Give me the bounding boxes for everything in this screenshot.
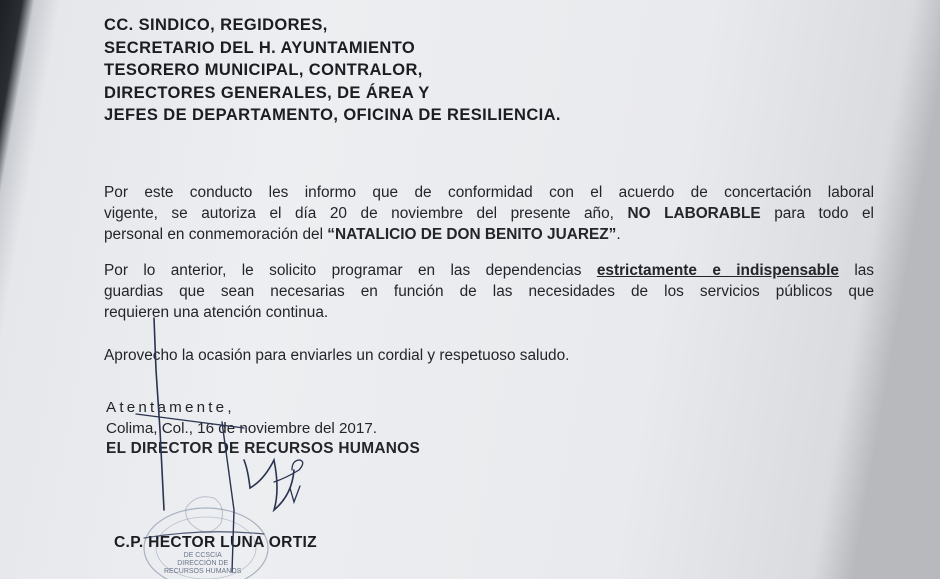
announcement-text: personal en conmemoración del [104,226,328,243]
announcement-line-3 [104,224,874,245]
paragraph-announcement [104,182,874,245]
signer-name: C.P. HECTOR LUNA ORTIZ [114,534,317,551]
announcement-text: . [616,226,621,243]
stamp-line-1: DE CCSCIA [183,552,222,559]
underlined-emphasis: estrictamente e indispensable [596,262,839,279]
holiday-name: “NATALICIO DE DON BENITO JUAREZ” [327,226,617,243]
addressee-line-5: JEFES DE DEPARTAMENTO, OFICINA DE RESILIENCIA. [104,106,561,124]
announcement-line-1: Por este conducto les informo que de conformidad con el acuerdo de concertación laboral [104,184,874,201]
stamp-line-2: DIRECCIÓN DE [177,560,229,567]
greeting-line: Aprovecho la ocasión para enviarles un cordial y respetuoso saludo. [104,347,570,364]
request-line-1 [104,260,874,281]
addressee-line-4: DIRECTORES GENERALES, DE ÁREA Y [104,83,430,102]
closing-block [106,398,420,460]
request-text: las [838,262,874,279]
paragraph-greeting [104,345,874,366]
no-laborable-emphasis: NO LABORABLE [627,205,761,222]
request-line-3: requieren una atención continua. [104,304,329,321]
request-text: Por lo anterior, le solicito programar en las dependencias [104,262,597,279]
announcement-line-2 [104,203,874,224]
salutation: Atentamente, [106,399,235,416]
announcement-text: vigente, se autoriza el día 20 de noviembre del presente año, [104,205,628,222]
paragraph-request [104,260,874,323]
addressee-block [104,14,561,127]
addressee-line-1: CC. SINDICO, REGIDORES, [104,16,328,34]
addressee-line-3: TESORERO MUNICIPAL, CONTRALOR, [104,61,423,79]
signer-title: EL DIRECTOR DE RECURSOS HUMANOS [106,440,421,457]
request-line-2: guardias que sean necesarias en función de las necesidades de los servicios públicos que [104,283,874,300]
memo-document [34,0,940,579]
stamp-text [164,552,241,576]
addressee-line-2: SECRETARIO DEL H. AYUNTAMIENTO [104,38,416,57]
announcement-text: para todo el [760,205,874,222]
place-date: Colima, Col., 16 de noviembre del 2017. [106,419,377,437]
stamp-line-3: RECURSOS HUMANOS [164,568,242,575]
